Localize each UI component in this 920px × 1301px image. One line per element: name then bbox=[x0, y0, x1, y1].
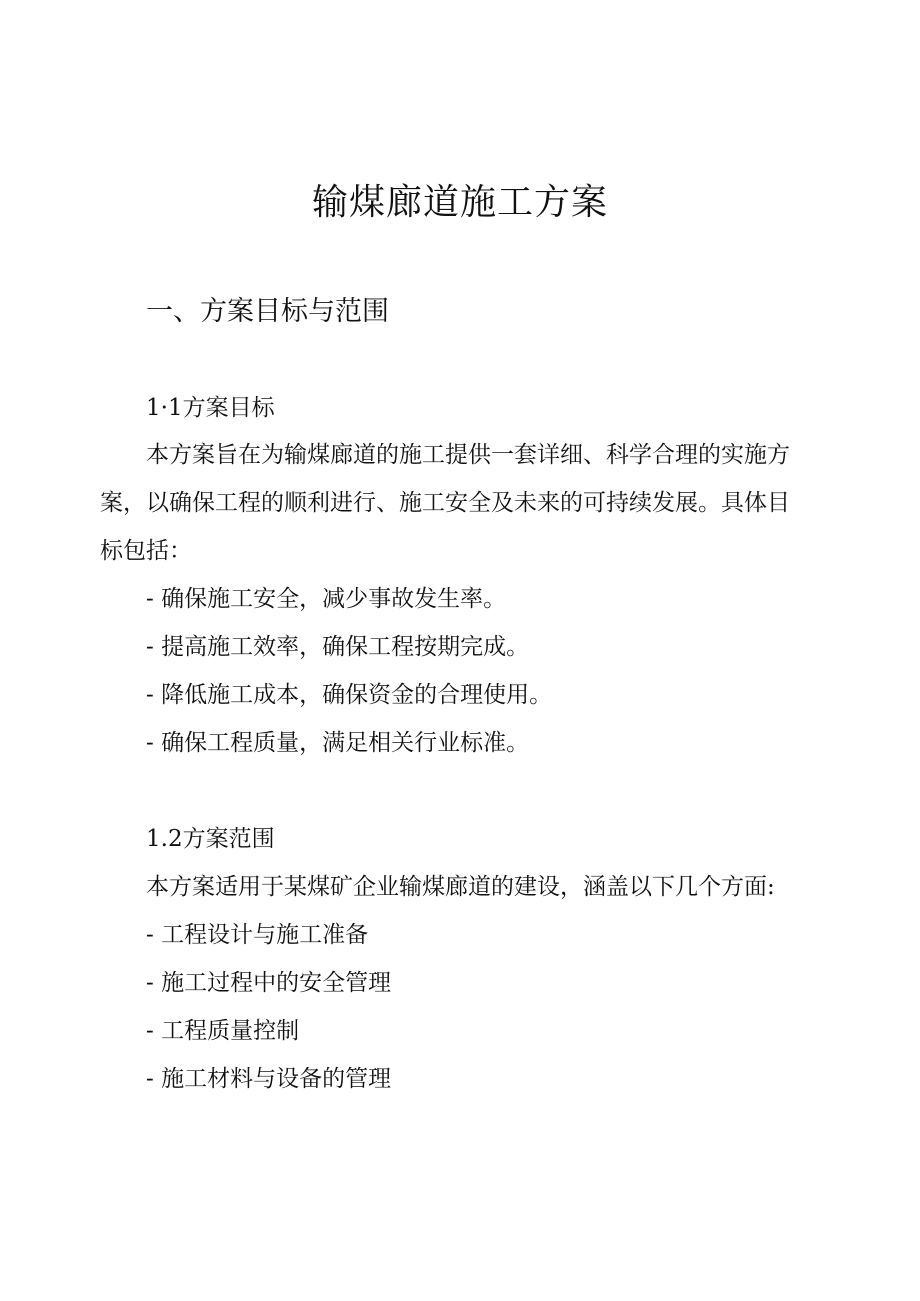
goals-paragraph-line-1: 本方案旨在为输煤廊道的施工提供一套详细、科学合理的实施方 bbox=[146, 442, 790, 468]
scope-bullet-item: - 施工材料与设备的管理 bbox=[146, 1066, 392, 1092]
document-title: 输煤廊道施工方案 bbox=[311, 182, 608, 223]
goals-paragraph-line-3: 标包括： bbox=[100, 538, 192, 564]
subsection-heading-scope: 1.2方案范围 bbox=[146, 826, 275, 852]
scope-bullet-item: - 工程设计与施工准备 bbox=[146, 922, 369, 948]
goals-bullet-item: - 提高施工效率，确保工程按期完成。 bbox=[146, 634, 530, 660]
scope-bullet-item: - 施工过程中的安全管理 bbox=[146, 970, 392, 996]
goals-paragraph-line-2: 案，以确保工程的顺利进行、施工安全及未来的可持续发展。具体目 bbox=[100, 490, 790, 516]
scope-bullet-item: - 工程质量控制 bbox=[146, 1018, 300, 1044]
goals-bullet-item: - 确保施工安全，减少事故发生率。 bbox=[146, 586, 507, 612]
section-heading: 一、方案目标与范围 bbox=[146, 296, 389, 327]
scope-paragraph: 本方案适用于某煤矿企业输煤廊道的建设，涵盖以下几个方面: bbox=[146, 874, 775, 900]
goals-bullet-item: - 确保工程质量，满足相关行业标准。 bbox=[146, 730, 530, 756]
goals-bullet-item: - 降低施工成本，确保资金的合理使用。 bbox=[146, 682, 553, 708]
subsection-heading-goals: 1·1方案目标 bbox=[146, 395, 275, 421]
